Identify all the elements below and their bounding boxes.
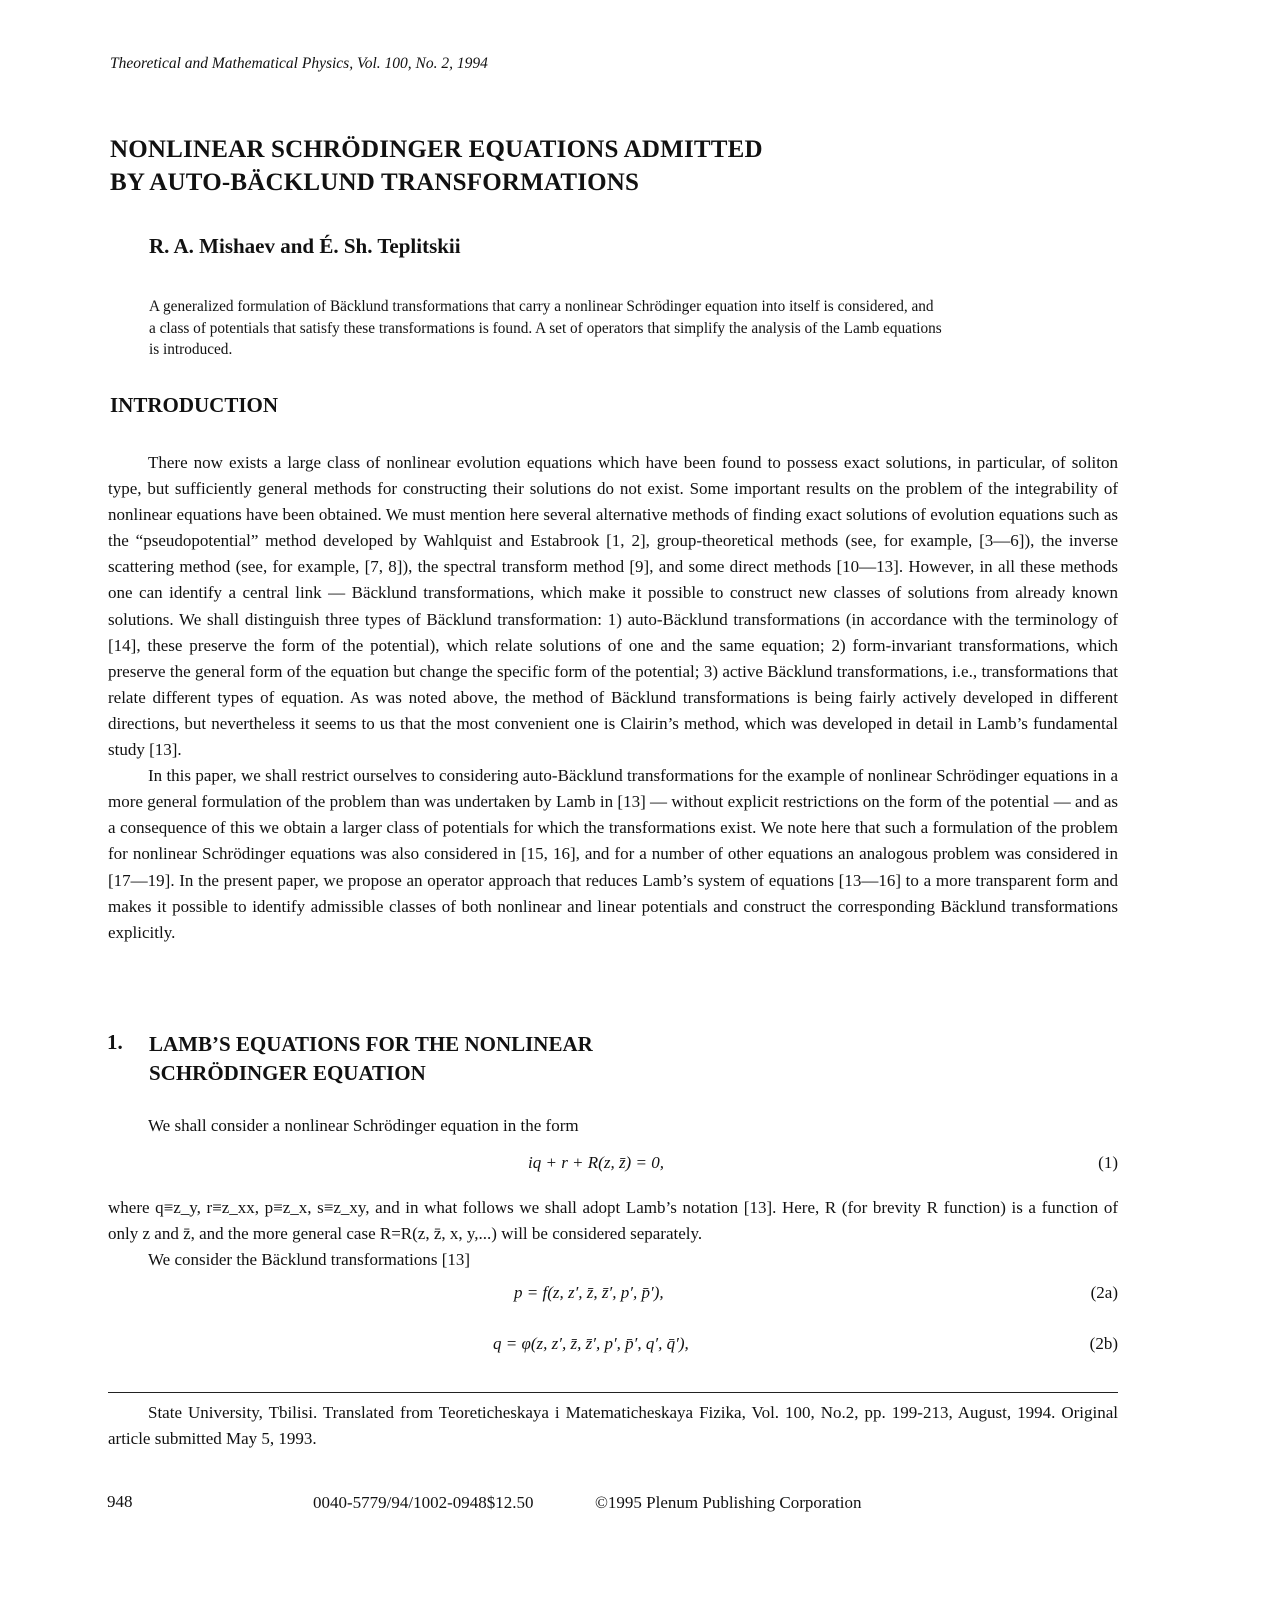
paper-title xyxy=(110,133,1060,199)
introduction-heading: INTRODUCTION xyxy=(110,393,279,417)
paper-title-line-1: NONLINEAR SCHRÖDINGER EQUATIONS ADMITTED xyxy=(110,136,763,163)
abstract-line-2: a class of potentials that satisfy these transformations is found. A set of operators that simplify the analysis of the Lamb equations xyxy=(149,319,942,337)
abstract-line-1: A generalized formulation of Bäcklund transformations that carry a nonlinear Schrödinger equation into itself is considered, and xyxy=(149,298,934,315)
section-1-heading-line-2: SCHRÖDINGER EQUATION xyxy=(149,1061,426,1085)
section-1-heading xyxy=(149,1030,593,1088)
equation-2b-number: (2b) xyxy=(1089,1334,1118,1353)
equation-1: iq + r + R(z, z̄) = 0, xyxy=(528,1153,664,1172)
section-1-number: 1. xyxy=(107,1030,123,1054)
equation-2a-number: (2a) xyxy=(1090,1283,1118,1302)
section-1-paragraph-3: We consider the Bäcklund transformations [13] xyxy=(148,1250,471,1270)
section-1-intro xyxy=(108,1113,1118,1139)
abstract xyxy=(149,296,1079,361)
authors: R. A. Mishaev and É. Sh. Teplitskii xyxy=(149,234,461,258)
footnote-divider xyxy=(108,1392,1118,1393)
section-1-body xyxy=(108,1195,1118,1273)
paper-title-line-2: BY AUTO-BÄCKLUND TRANSFORMATIONS xyxy=(110,169,640,196)
equation-2a: p = f(z, z′, z̄, z̄′, p′, p̄′), xyxy=(514,1283,664,1302)
footnote xyxy=(108,1400,1118,1452)
copyright-line: ©1995 Plenum Publishing Corporation xyxy=(595,1493,862,1512)
section-1-paragraph-2: where q≡z_y, r≡z_xx, p≡z_x, s≡z_xy, and in what follows we shall adopt Lamb’s notation [13]. Here, R (for brevity R function) is a function of only z and z̄, and the more general case R=R(z, z̄, x, y,...) will be considered separately. xyxy=(108,1198,1118,1244)
equation-2b: q = φ(z, z′, z̄, z̄′, p′, p̄′, q′, q̄′), xyxy=(493,1334,689,1353)
section-1-heading-line-1: LAMB’S EQUATIONS FOR THE NONLINEAR xyxy=(149,1032,593,1056)
introduction-body xyxy=(108,450,1118,946)
introduction-paragraph-2: In this paper, we shall restrict ourselves to considering auto-Bäcklund transformations for the example of nonlinear Schrödinger equations in a more general formulation of the problem than was undertaken by Lamb in [13] — without explicit restrictions on the form of the potential — and as a consequence of this we obtain a larger class of potentials for which the transformations exist. We note here that such a formulation of the problem for nonlinear Schrödinger equations was also considered in [15, 16], and for a number of other equations an analogous problem was considered in [17—19]. In the present paper, we propose an operator approach that reduces Lamb’s system of equations [13—16] to a more transparent form and makes it possible to identify admissible classes of both nonlinear and linear potentials and construct the corresponding Bäcklund transformations explicitly. xyxy=(108,766,1118,942)
introduction-paragraph-1: There now exists a large class of nonlinear evolution equations which have been found to possess exact solutions, in particular, of soliton type, but sufficiently general methods for constructing their solutions do not exist. Some important results on the problem of the integrability of nonlinear equations have been obtained. We must mention here several alternative methods of finding exact solutions of evolution equations such as the “pseudopotential” method developed by Wahlquist and Estabrook [1, 2], group-theoretical methods (see, for example, [3—6]), the inverse scattering method (see, for example, [7, 8]), the spectral transform method [9], and some direct methods [10—13]. However, in all these methods one can identify a central link — Bäcklund transformations, which make it possible to construct new classes of solutions from already known solutions. We shall distinguish three types of Bäcklund transformation: 1) auto-Bäcklund transformations (in accordance with the terminology of [14], these preserve the form of the potential), which relate solutions of one and the same equation; 2) form-invariant transformations, which preserve the general form of the equation but change the specific form of the potential; 3) active Bäcklund transformations, i.e., transformations that relate different types of equation. As was noted above, the method of Bäcklund transformations is being fairly actively developed in different directions, but nevertheless it seems to us that the most convenient one is Clairin’s method, which was developed in detail in Lamb’s fundamental study [13]. xyxy=(108,453,1118,760)
journal-header: Theoretical and Mathematical Physics, Vol. 100, No. 2, 1994 xyxy=(110,55,488,72)
footnote-text: State University, Tbilisi. Translated from Teoreticheskaya i Matematicheskaya Fizika, Vol. 100, No.2, pp. 199-213, August, 1994. Original article submitted May 5, 1993. xyxy=(108,1403,1118,1448)
section-1-paragraph-1: We shall consider a nonlinear Schrödinger equation in the form xyxy=(148,1116,579,1135)
equation-1-number: (1) xyxy=(1098,1153,1118,1172)
abstract-line-3: is introduced. xyxy=(149,341,233,358)
article-code: 0040-5779/94/1002-0948$12.50 xyxy=(313,1493,534,1512)
page-number: 948 xyxy=(107,1492,133,1511)
